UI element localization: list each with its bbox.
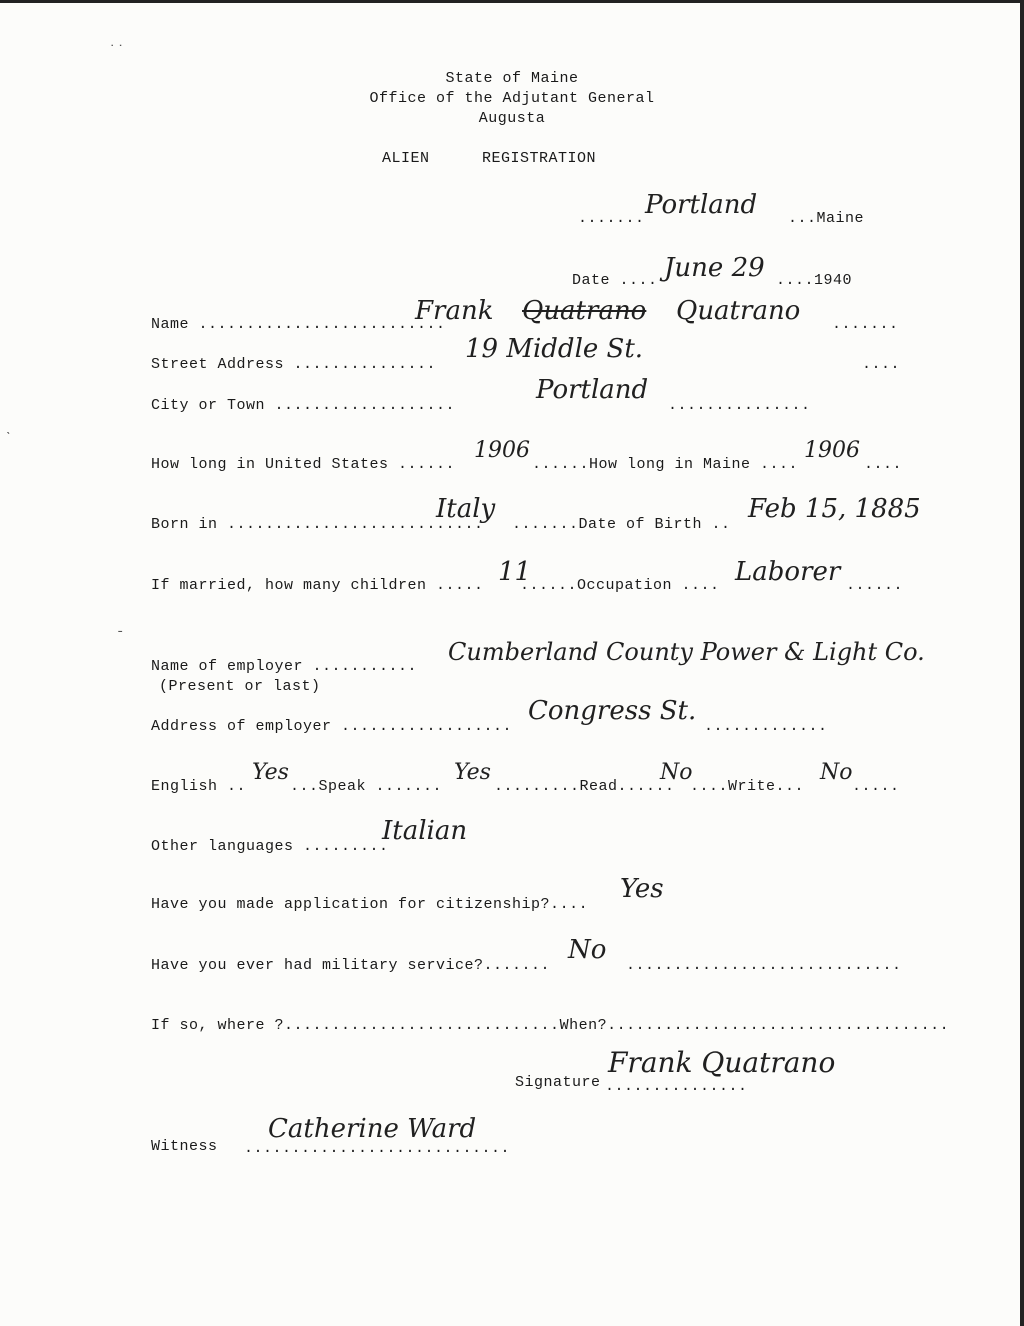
name-label: Name ..........................: [151, 316, 446, 333]
us-value: 1906: [474, 438, 530, 463]
employer-address-label: Address of employer ..................: [151, 718, 513, 735]
employer-label: Name of employer ...........: [151, 658, 418, 675]
header-city: Augusta: [478, 110, 546, 127]
street-value: 19 Middle St.: [465, 334, 644, 364]
scan-edge-right: [1020, 0, 1024, 1326]
employer-value: Cumberland County Power & Light Co.: [448, 638, 925, 666]
date-year: ....1940: [776, 272, 853, 289]
margin-mark-left-2: -: [116, 624, 125, 640]
signature-label: Signature: [515, 1074, 601, 1091]
city-trail: ...............: [668, 397, 811, 414]
margin-mark-top: ˙˙: [108, 44, 125, 60]
name-value: Frank: [415, 296, 494, 326]
citizenship-label: Have you made application for citizenship?....: [151, 896, 589, 913]
city-value: Portland: [536, 375, 649, 405]
date-label: Date ....: [572, 272, 658, 289]
dob-label: .......Date of Birth ..: [512, 516, 731, 533]
date-value: June 29: [664, 253, 765, 283]
maine-label: ......How long in Maine ....: [532, 456, 799, 473]
header-state: State of Maine: [445, 70, 579, 87]
speak-value: Yes: [454, 760, 491, 785]
write-trail: .....: [852, 778, 900, 795]
military-trail: .............................: [626, 957, 902, 974]
witness-label: Witness: [151, 1138, 218, 1155]
witness-dots: ............................: [244, 1140, 511, 1157]
born-value: Italy: [436, 494, 496, 524]
military-value: No: [568, 935, 607, 965]
title-registration: REGISTRATION: [482, 150, 597, 167]
signature-value: Frank Quatrano: [608, 1046, 836, 1079]
header-office: Office of the Adjutant General: [369, 90, 655, 107]
place-dots: .......: [578, 210, 645, 227]
name-trail: .......: [832, 316, 899, 333]
name-value-2: Quatrano: [676, 296, 801, 326]
witness-value: Catherine Ward: [268, 1114, 477, 1144]
children-value: 11: [498, 557, 532, 587]
employer-address-value: Congress St.: [528, 696, 697, 726]
employer-sub: (Present or last): [159, 678, 321, 695]
margin-mark-left: ˎ: [4, 420, 13, 436]
military-label: Have you ever had military service?.......: [151, 957, 551, 974]
place-value: Portland: [645, 190, 758, 220]
city-label: City or Town ...................: [151, 397, 456, 414]
signature-dots: ...............: [605, 1078, 748, 1095]
occupation-trail: ......: [846, 577, 904, 594]
write-value: No: [820, 760, 853, 785]
other-languages-value: Italian: [382, 816, 468, 846]
name-struck: Quatrano: [522, 296, 647, 326]
title-alien: ALIEN: [382, 150, 430, 167]
other-languages-label: Other languages .........: [151, 838, 389, 855]
speak-label: ...Speak .......: [290, 778, 443, 795]
maine-trail: ....: [864, 456, 903, 473]
occupation-label: ......Occupation ....: [520, 577, 720, 594]
if-so-label: If so, where ?.............................When?....................................: [151, 1017, 950, 1034]
dob-value: Feb 15, 1885: [748, 494, 921, 524]
read-label: .........Read......: [494, 778, 675, 795]
read-value: No: [660, 760, 693, 785]
street-trail: ....: [862, 356, 901, 373]
children-label: If married, how many children .....: [151, 577, 484, 594]
citizenship-value: Yes: [620, 874, 664, 904]
born-label: Born in ...........................: [151, 516, 484, 533]
english-value: Yes: [252, 760, 289, 785]
write-label: ....Write...: [690, 778, 805, 795]
maine-value: 1906: [804, 438, 860, 463]
street-label: Street Address ...............: [151, 356, 437, 373]
english-label: English ..: [151, 778, 247, 795]
employer-address-trail: .............: [704, 718, 828, 735]
place-suffix: ...Maine: [788, 210, 865, 227]
us-label: How long in United States ......: [151, 456, 456, 473]
scan-edge-top: [0, 0, 1024, 3]
occupation-value: Laborer: [735, 557, 841, 587]
